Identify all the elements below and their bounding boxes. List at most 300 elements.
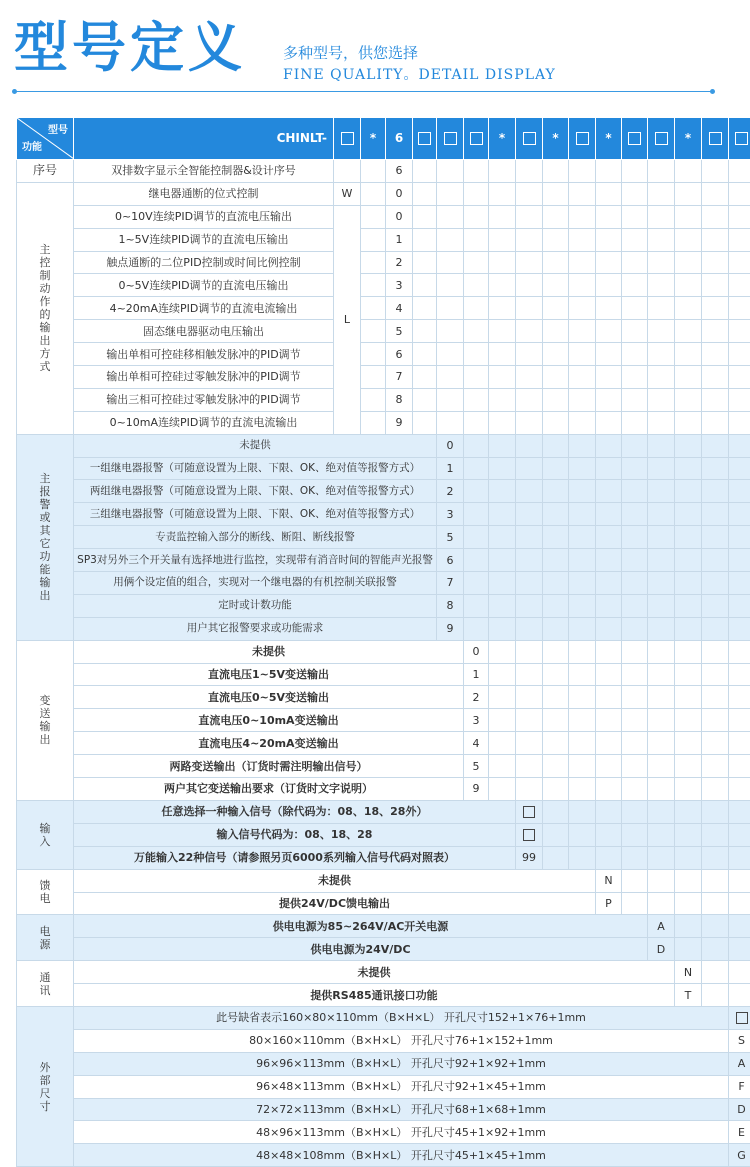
row-desc: 直流电压0~10mA变送输出: [74, 709, 464, 732]
row-code: 3: [386, 274, 413, 297]
row-desc: 1~5V连续PID调节的直流电压输出: [74, 228, 334, 251]
blank-cell: [622, 388, 648, 411]
blank-cell: [516, 297, 543, 320]
blank-cell: [622, 411, 648, 434]
blank-cell: [437, 411, 464, 434]
row-desc: 此号缺省表示160×80×110mm（B×H×L） 开孔尺寸152+1×76+1mm: [74, 1006, 729, 1029]
blank-cell: [464, 503, 489, 526]
row-desc: 4~20mA连续PID调节的直流电流输出: [74, 297, 334, 320]
table-row: [17, 1052, 750, 1075]
model-definition-table: [16, 117, 750, 1167]
row-desc: 定时或计数功能: [74, 594, 437, 617]
row-code: D: [648, 938, 675, 961]
blank-cell: [675, 320, 702, 343]
blank-cell: [464, 251, 489, 274]
blank-cell: [729, 411, 750, 434]
blank-cell: [489, 503, 516, 526]
blank-cell: [596, 251, 622, 274]
blank-cell: [543, 182, 569, 205]
blank-cell: [516, 663, 543, 686]
header-code-cell: [334, 118, 361, 160]
blank-cell: [702, 594, 729, 617]
blank-cell: [596, 755, 622, 778]
blank-cell: [361, 228, 386, 251]
row-desc: 提供RS485通讯接口功能: [74, 984, 675, 1007]
blank-cell: [675, 434, 702, 457]
blank-cell: [596, 320, 622, 343]
blank-cell: [702, 526, 729, 549]
blank-cell: [648, 549, 675, 572]
blank-cell: [648, 663, 675, 686]
blank-cell: [702, 778, 729, 801]
blank-cell: [413, 343, 437, 366]
blank-cell: [675, 160, 702, 183]
blank-cell: [729, 663, 750, 686]
blank-cell: [622, 755, 648, 778]
group-label-input: 输入: [17, 800, 74, 869]
blank-cell: [489, 549, 516, 572]
blank-cell: [596, 503, 622, 526]
group-label-size: 外部尺寸: [17, 1006, 74, 1166]
subtitle-cn: 多种型号，供您选择: [283, 42, 418, 63]
row-code: 7: [437, 572, 464, 595]
blank-cell: [569, 434, 596, 457]
blank-cell: [569, 366, 596, 389]
row-desc: 两户其它变送输出要求（订货时文字说明）: [74, 778, 464, 801]
blank-cell: [729, 800, 750, 823]
blank-cell: [489, 274, 516, 297]
blank-cell: [622, 343, 648, 366]
blank-cell: [675, 755, 702, 778]
header-code-cell: [675, 118, 702, 160]
row-code: [516, 800, 543, 823]
blank-cell: [648, 320, 675, 343]
table-row: [17, 526, 750, 549]
blank-cell: [729, 869, 750, 892]
blank-cell: [622, 892, 648, 915]
table-row: [17, 892, 750, 915]
row-code: T: [675, 984, 702, 1007]
row-code: 6: [386, 343, 413, 366]
blank-cell: [729, 526, 750, 549]
row-desc: 用户其它报警要求或功能需求: [74, 617, 437, 640]
blank-cell: [516, 732, 543, 755]
blank-cell: [489, 297, 516, 320]
blank-cell: [702, 297, 729, 320]
blank-cell: [413, 205, 437, 228]
header-code-cell: [622, 118, 648, 160]
blank-cell: [702, 572, 729, 595]
blank-cell: [596, 663, 622, 686]
divider-dot-right: [710, 89, 715, 94]
wildcard-star: *: [685, 131, 691, 145]
table-row: [17, 343, 750, 366]
row-desc: 继电器通断的位式控制: [74, 182, 334, 205]
blank-cell: [464, 388, 489, 411]
table-row: [17, 755, 750, 778]
header-code-cell: [648, 118, 675, 160]
blank-cell: [596, 709, 622, 732]
blank-cell: [516, 274, 543, 297]
blank-cell: [702, 434, 729, 457]
blank-cell: [729, 160, 750, 183]
table-row: [17, 709, 750, 732]
blank-cell: [675, 526, 702, 549]
blank-cell: [648, 846, 675, 869]
checkbox-icon: [735, 132, 748, 145]
blank-cell: [622, 709, 648, 732]
blank-cell: [622, 549, 648, 572]
blank-cell: [569, 549, 596, 572]
blank-cell: [596, 778, 622, 801]
blank-cell: [675, 480, 702, 503]
row-desc: 一组继电器报警（可随意设置为上限、下限、OK、绝对值等报警方式）: [74, 457, 437, 480]
blank-cell: [464, 480, 489, 503]
blank-cell: [569, 663, 596, 686]
blank-cell: [729, 388, 750, 411]
row-desc: 提供24V/DC馈电输出: [74, 892, 596, 915]
group-label: 序号: [17, 160, 74, 183]
blank-cell: [361, 160, 386, 183]
blank-cell: [437, 205, 464, 228]
blank-cell: [516, 228, 543, 251]
blank-cell: [361, 343, 386, 366]
blank-cell: [702, 274, 729, 297]
blank-cell: [543, 297, 569, 320]
blank-cell: [516, 480, 543, 503]
blank-cell: [596, 411, 622, 434]
blank-cell: [648, 617, 675, 640]
blank-cell: [516, 388, 543, 411]
blank-cell: [729, 480, 750, 503]
blank-cell: [729, 251, 750, 274]
row-code: 7: [386, 366, 413, 389]
table-row: [17, 823, 750, 846]
blank-cell: [648, 503, 675, 526]
table-row: [17, 961, 750, 984]
blank-cell: [543, 480, 569, 503]
blank-cell: [702, 251, 729, 274]
row-desc: 80×160×110mm（B×H×L） 开孔尺寸76+1×152+1mm: [74, 1029, 729, 1052]
blank-cell: [702, 160, 729, 183]
blank-cell: [596, 182, 622, 205]
blank-cell: [569, 823, 596, 846]
row-desc: 输出单相可控硅移相触发脉冲的PID调节: [74, 343, 334, 366]
corner-function-label: 功能: [22, 141, 42, 154]
blank-cell: [648, 823, 675, 846]
blank-cell: [413, 251, 437, 274]
checkbox-icon: [628, 132, 641, 145]
blank-cell: [675, 297, 702, 320]
row-code: 9: [386, 411, 413, 434]
blank-cell: [596, 434, 622, 457]
blank-cell: [622, 251, 648, 274]
blank-cell: [543, 846, 569, 869]
blank-cell: [729, 732, 750, 755]
blank-cell: [702, 709, 729, 732]
blank-cell: [543, 823, 569, 846]
blank-cell: [516, 755, 543, 778]
blank-cell: [464, 228, 489, 251]
blank-cell: [648, 526, 675, 549]
blank-cell: [729, 938, 750, 961]
checkbox-icon: [523, 829, 535, 841]
blank-cell: [361, 388, 386, 411]
table-row: [17, 572, 750, 595]
blank-cell: [729, 892, 750, 915]
blank-cell: [675, 823, 702, 846]
table-row: [17, 457, 750, 480]
blank-cell: [437, 274, 464, 297]
blank-cell: [569, 503, 596, 526]
blank-cell: [622, 503, 648, 526]
blank-cell: [622, 686, 648, 709]
blank-cell: [516, 205, 543, 228]
blank-cell: [361, 297, 386, 320]
blank-cell: [489, 388, 516, 411]
header-code-cell: [361, 118, 386, 160]
blank-cell: [596, 732, 622, 755]
blank-cell: [622, 274, 648, 297]
table-row: [17, 549, 750, 572]
blank-cell: [648, 755, 675, 778]
table-row: [17, 251, 750, 274]
table-row: [17, 182, 750, 205]
blank-cell: [729, 709, 750, 732]
group-label-feed: 馈电: [17, 869, 74, 915]
table-row: [17, 274, 750, 297]
row-desc: 两组继电器报警（可随意设置为上限、下限、OK、绝对值等报警方式）: [74, 480, 437, 503]
blank-cell: [596, 480, 622, 503]
row-code: 1: [437, 457, 464, 480]
row-desc: 48×96×113mm（B×H×L） 开孔尺寸45+1×92+1mm: [74, 1121, 729, 1144]
blank-cell: [464, 617, 489, 640]
blank-cell: [489, 640, 516, 663]
blank-cell: [543, 572, 569, 595]
blank-cell: [489, 343, 516, 366]
blank-cell: [464, 594, 489, 617]
blank-cell: [702, 503, 729, 526]
blank-cell: [675, 800, 702, 823]
blank-cell: [702, 869, 729, 892]
blank-cell: [622, 297, 648, 320]
row-code: 2: [437, 480, 464, 503]
blank-cell: [675, 572, 702, 595]
blank-cell: [464, 160, 489, 183]
table-row: [17, 1075, 750, 1098]
row-desc: 未提供: [74, 434, 437, 457]
blank-cell: [516, 320, 543, 343]
blank-cell: [622, 480, 648, 503]
blank-cell: [675, 846, 702, 869]
blank-cell: [622, 778, 648, 801]
blank-cell: [596, 686, 622, 709]
table-row: [17, 388, 750, 411]
row-desc: 供电电源为24V/DC: [74, 938, 648, 961]
row-code: 0: [386, 205, 413, 228]
blank-cell: [648, 205, 675, 228]
blank-cell: [437, 388, 464, 411]
blank-cell: [596, 846, 622, 869]
checkbox-icon: [523, 132, 536, 145]
blank-cell: [489, 160, 516, 183]
blank-cell: [622, 617, 648, 640]
blank-cell: [596, 274, 622, 297]
table-row: [17, 228, 750, 251]
blank-cell: [361, 320, 386, 343]
blank-cell: [464, 320, 489, 343]
table-row: [17, 1121, 750, 1144]
blank-cell: [516, 640, 543, 663]
header-code-cell: [543, 118, 569, 160]
blank-cell: [437, 366, 464, 389]
blank-cell: [596, 205, 622, 228]
table-row: [17, 846, 750, 869]
row-code: 6: [437, 549, 464, 572]
blank-cell: [361, 274, 386, 297]
blank-cell: [489, 526, 516, 549]
blank-cell: [464, 411, 489, 434]
blank-cell: [437, 343, 464, 366]
row-code: 9: [464, 778, 489, 801]
blank-cell: [648, 457, 675, 480]
blank-cell: [596, 823, 622, 846]
row-code: S: [729, 1029, 750, 1052]
row-code: 6: [386, 160, 413, 183]
blank-cell: [361, 182, 386, 205]
header-code-cell: [413, 118, 437, 160]
blank-cell: [543, 388, 569, 411]
table-row: [17, 663, 750, 686]
blank-cell: [729, 182, 750, 205]
divider-line: [14, 91, 712, 92]
table-row: [17, 1029, 750, 1052]
blank-cell: [702, 846, 729, 869]
blank-cell: [437, 297, 464, 320]
blank-cell: [729, 366, 750, 389]
blank-cell: [648, 251, 675, 274]
blank-cell: [543, 594, 569, 617]
blank-cell: [702, 961, 729, 984]
blank-cell: [702, 663, 729, 686]
blank-cell: [516, 549, 543, 572]
blank-cell: [729, 274, 750, 297]
blank-cell: [489, 709, 516, 732]
blank-cell: [516, 503, 543, 526]
row-desc: 两路变送输出（订货时需注明输出信号）: [74, 755, 464, 778]
blank-cell: [648, 343, 675, 366]
table-row: [17, 503, 750, 526]
blank-cell: [489, 778, 516, 801]
blank-cell: [729, 778, 750, 801]
blank-cell: [413, 160, 437, 183]
table-row: [17, 594, 750, 617]
blank-cell: [543, 160, 569, 183]
header-code-cell: [729, 118, 750, 160]
wildcard-star: *: [499, 131, 505, 145]
row-desc: 96×96×113mm（B×H×L） 开孔尺寸92+1×92+1mm: [74, 1052, 729, 1075]
blank-cell: [543, 274, 569, 297]
checkbox-icon: [523, 806, 535, 818]
blank-cell: [437, 182, 464, 205]
blank-cell: [622, 182, 648, 205]
wildcard-star: *: [552, 131, 558, 145]
blank-cell: [648, 869, 675, 892]
table-row: [17, 915, 750, 938]
header: [0, 0, 750, 100]
header-code-cell: [386, 118, 413, 160]
blank-cell: [413, 228, 437, 251]
blank-cell: [569, 686, 596, 709]
row-desc: 固态继电器驱动电压输出: [74, 320, 334, 343]
row-code: 4: [464, 732, 489, 755]
blank-cell: [489, 755, 516, 778]
blank-cell: [569, 274, 596, 297]
blank-cell: [622, 205, 648, 228]
model-prefix: CHINLT-: [74, 118, 334, 160]
blank-cell: [489, 617, 516, 640]
blank-cell: [464, 182, 489, 205]
blank-cell: [596, 388, 622, 411]
blank-cell: [596, 617, 622, 640]
blank-cell: [543, 709, 569, 732]
blank-cell: [569, 457, 596, 480]
row-code: N: [675, 961, 702, 984]
row-desc: 用俩个设定值的组合，实现对一个继电器的有机控制关联报警: [74, 572, 437, 595]
blank-cell: [489, 182, 516, 205]
corner-model-label: 型号: [48, 124, 68, 137]
blank-cell: [622, 366, 648, 389]
blank-cell: [729, 320, 750, 343]
blank-cell: [675, 366, 702, 389]
page-title: 型号定义: [14, 18, 246, 78]
blank-cell: [543, 205, 569, 228]
header-code-cell: [489, 118, 516, 160]
blank-cell: [361, 411, 386, 434]
blank-cell: [702, 823, 729, 846]
row-desc: 输入信号代码为：08、18、28: [74, 823, 516, 846]
blank-cell: [729, 228, 750, 251]
blank-cell: [543, 411, 569, 434]
group-label-comm: 通讯: [17, 961, 74, 1007]
blank-cell: [702, 732, 729, 755]
blank-cell: [675, 640, 702, 663]
blank-cell: [729, 617, 750, 640]
blank-cell: [413, 411, 437, 434]
blank-cell: [437, 320, 464, 343]
blank-cell: [464, 366, 489, 389]
header-code-cell: [569, 118, 596, 160]
row-code: A: [648, 915, 675, 938]
blank-cell: [569, 709, 596, 732]
blank-cell: [596, 640, 622, 663]
blank-cell: [543, 251, 569, 274]
blank-cell: [543, 778, 569, 801]
blank-cell: [729, 686, 750, 709]
header-code-cell: [437, 118, 464, 160]
blank-cell: [729, 594, 750, 617]
row-desc: 未提供: [74, 640, 464, 663]
table-row: [17, 1098, 750, 1121]
blank-cell: [489, 686, 516, 709]
blank-cell: [675, 663, 702, 686]
blank-cell: [569, 755, 596, 778]
checkbox-icon: [470, 132, 483, 145]
blank-cell: [648, 366, 675, 389]
blank-cell: [543, 549, 569, 572]
row-desc: 96×48×113mm（B×H×L） 开孔尺寸92+1×45+1mm: [74, 1075, 729, 1098]
blank-cell: [543, 732, 569, 755]
